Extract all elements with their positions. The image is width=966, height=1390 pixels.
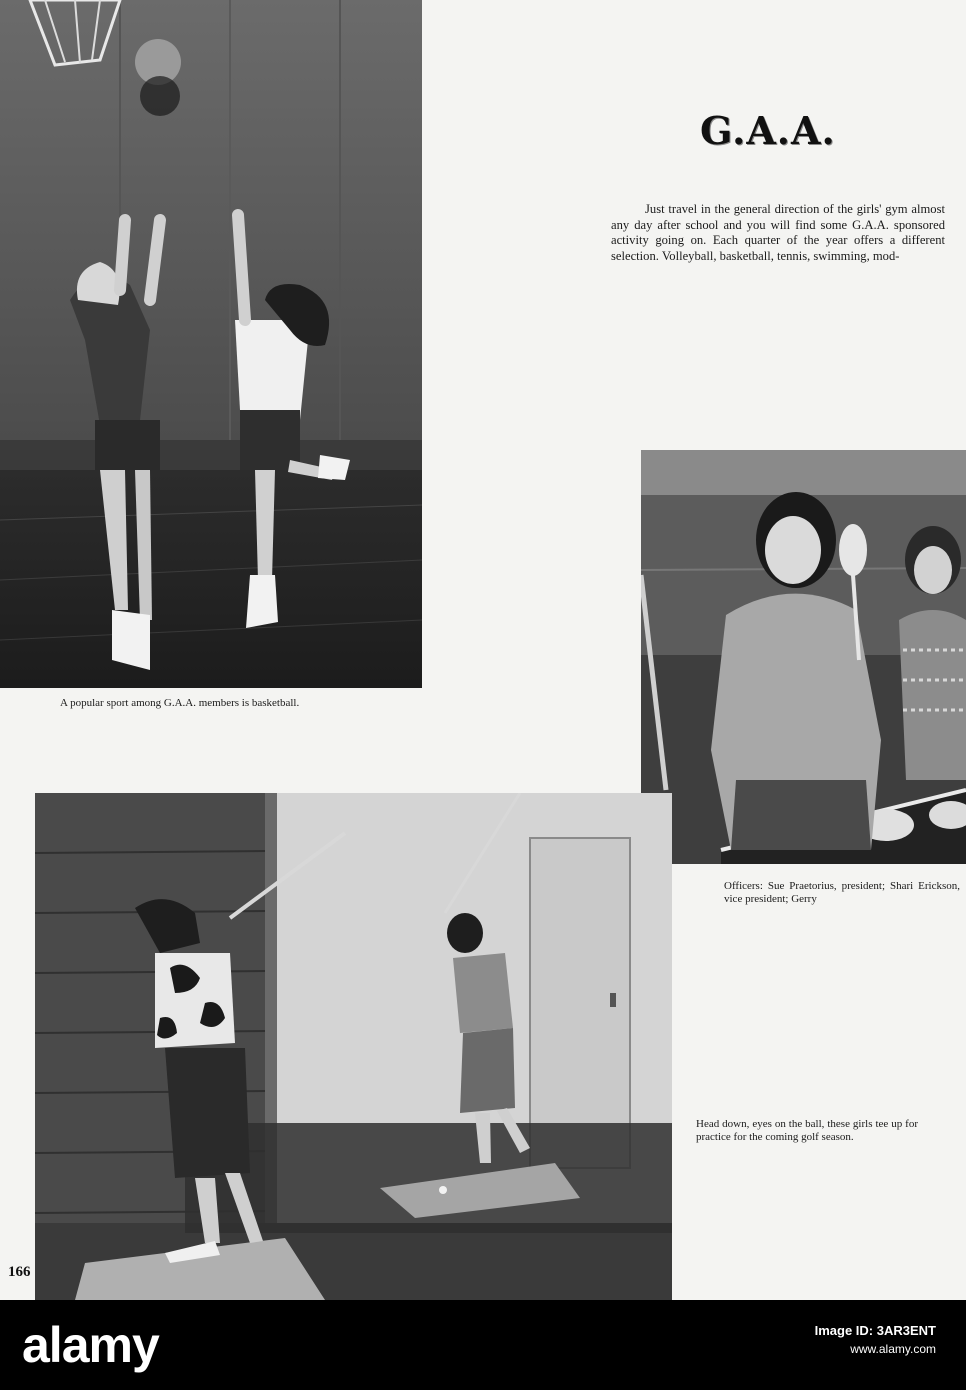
basketball-caption: A popular sport among G.A.A. members is basketball. xyxy=(60,697,300,709)
page-number: 166 xyxy=(8,1264,31,1280)
stock-watermark-banner xyxy=(0,1300,966,1390)
site-url[interactable]: www.alamy.com xyxy=(850,1342,936,1356)
golf-photo xyxy=(35,793,672,1300)
image-id-block xyxy=(815,1322,936,1358)
basketball-photo xyxy=(0,0,422,688)
officers-caption: Officers: Sue Praetorius, president; Shari Erickson, vice president; Gerry xyxy=(724,880,960,905)
image-id: Image ID: 3AR3ENT xyxy=(814,1323,936,1338)
golf-caption: Head down, eyes on the ball, these girls tee up for practice for the coming golf season. xyxy=(696,1118,918,1143)
intro-paragraph: Just travel in the general direction of the girls' gym almost any day after school and you will find some G.A.A. sponsored activity going on. Each quarter of the year offers a different selection. Volleyball, basketball, tennis, swimming, mod- xyxy=(611,202,945,263)
officers-photo xyxy=(641,450,966,864)
page-title: G.A.A. xyxy=(700,108,836,153)
alamy-logo: alamy xyxy=(22,1317,159,1373)
